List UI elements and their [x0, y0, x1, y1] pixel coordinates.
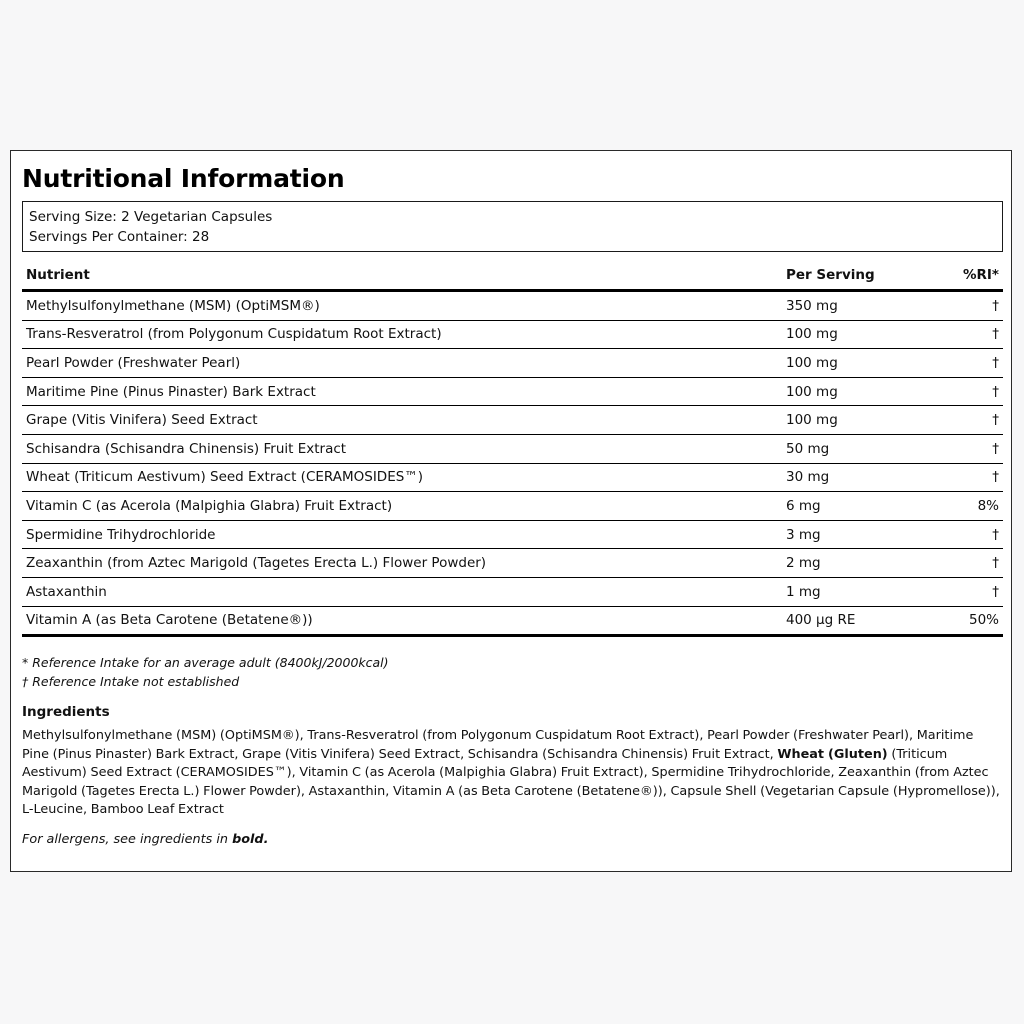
nutrient-name: Trans-Resveratrol (from Polygonum Cuspidatum Root Extract): [22, 320, 782, 349]
ri-value: †: [930, 577, 1003, 606]
per-serving-value: 2 mg: [782, 549, 930, 578]
nutrient-name: Maritime Pine (Pinus Pinaster) Bark Extract: [22, 377, 782, 406]
table-row: [22, 434, 1003, 463]
per-serving-value: 30 mg: [782, 463, 930, 492]
per-serving-value: 1 mg: [782, 577, 930, 606]
allergen-note: [22, 832, 268, 847]
table-row: [22, 549, 1003, 578]
ri-value: †: [930, 406, 1003, 435]
table-row: [22, 492, 1003, 521]
per-serving-value: 350 mg: [782, 291, 930, 321]
ingredients-allergen: Wheat (Gluten): [777, 746, 888, 762]
nutrient-table: [22, 260, 1003, 637]
table-row: [22, 520, 1003, 549]
per-serving-value: 3 mg: [782, 520, 930, 549]
ri-value: †: [930, 320, 1003, 349]
nutrient-name: Methylsulfonylmethane (MSM) (OptiMSM®): [22, 291, 782, 321]
nutrient-name: Vitamin A (as Beta Carotene (Betatene®)): [22, 606, 782, 636]
table-row: [22, 291, 1003, 321]
serving-info-box: [22, 201, 1003, 252]
nutrient-name: Pearl Powder (Freshwater Pearl): [22, 349, 782, 378]
ri-value: †: [930, 434, 1003, 463]
allergen-note-bold: bold.: [232, 832, 269, 847]
nutrient-name: Astaxanthin: [22, 577, 782, 606]
nutrient-name: Vitamin C (as Acerola (Malpighia Glabra) Fruit Extract): [22, 492, 782, 521]
table-row: [22, 463, 1003, 492]
nutrient-name: Spermidine Trihydrochloride: [22, 520, 782, 549]
ri-value: †: [930, 377, 1003, 406]
table-row: [22, 577, 1003, 606]
serving-size: Serving Size: 2 Vegetarian Capsules: [29, 209, 273, 225]
table-row: [22, 406, 1003, 435]
nutrient-name: Schisandra (Schisandra Chinensis) Fruit Extract: [22, 434, 782, 463]
header-nutrient: Nutrient: [22, 260, 782, 291]
nutrient-name: Grape (Vitis Vinifera) Seed Extract: [22, 406, 782, 435]
table-row: [22, 349, 1003, 378]
footnote-not-established: † Reference Intake not established: [22, 674, 240, 689]
table-row: [22, 320, 1003, 349]
nutrient-name: Wheat (Triticum Aestivum) Seed Extract (CERAMOSIDES™): [22, 463, 782, 492]
ingredients-part-2: (Triticum Aestivum) Seed Extract (CERAMOSIDES™), Vitamin C (as Acerola (Malpighia Glabra) Fruit Extract), Spermidine Trihydrochloride, Zeaxanthin (from Aztec Marigold (Tagetes Erecta L.) Flower Powder), Astaxanthin, Vitamin A (as Beta Carotene (Betatene®)), Capsule Shell (Vegetarian Capsule (Hypromellose)), L-Leucine, Bamboo Leaf Extract: [22, 746, 1000, 818]
per-serving-value: 100 mg: [782, 349, 930, 378]
header-per-serving: Per Serving: [782, 260, 930, 291]
page-title: Nutritional Information: [22, 164, 345, 193]
per-serving-value: 100 mg: [782, 406, 930, 435]
per-serving-value: 6 mg: [782, 492, 930, 521]
table-row: [22, 377, 1003, 406]
header-ri: %RI*: [930, 260, 1003, 291]
ri-value: †: [930, 291, 1003, 321]
per-serving-value: 100 mg: [782, 377, 930, 406]
ri-value: †: [930, 520, 1003, 549]
nutrition-panel: [10, 150, 1012, 872]
table-header-row: [22, 260, 1003, 291]
footnote-reference-intake: * Reference Intake for an average adult (8400kJ/2000kcal): [22, 655, 389, 670]
nutrient-name: Zeaxanthin (from Aztec Marigold (Tagetes Erecta L.) Flower Powder): [22, 549, 782, 578]
ri-value: †: [930, 349, 1003, 378]
per-serving-value: 100 mg: [782, 320, 930, 349]
table-row: [22, 606, 1003, 636]
servings-per-container: Servings Per Container: 28: [29, 228, 210, 245]
ingredients-part-1: Methylsulfonylmethane (MSM) (OptiMSM®), Trans-Resveratrol (from Polygonum Cuspidatum Root Extract), Pearl Powder (Freshwater Pearl), Maritime Pine (Pinus Pinaster) Bark Extract, Grape (Vitis Vinifera) Seed Extract, Schisandra (Schisandra Chinensis) Fruit Extract,: [22, 728, 974, 762]
ingredients-text: [22, 727, 1003, 820]
per-serving-value: 400 µg RE: [782, 606, 930, 636]
ingredients-heading: Ingredients: [22, 704, 110, 720]
ri-value: †: [930, 463, 1003, 492]
ri-value: †: [930, 549, 1003, 578]
footnotes: [22, 653, 389, 691]
allergen-note-prefix: For allergens, see ingredients in: [22, 832, 233, 847]
ri-value: 50%: [930, 606, 1003, 636]
ri-value: 8%: [930, 492, 1003, 521]
per-serving-value: 50 mg: [782, 434, 930, 463]
